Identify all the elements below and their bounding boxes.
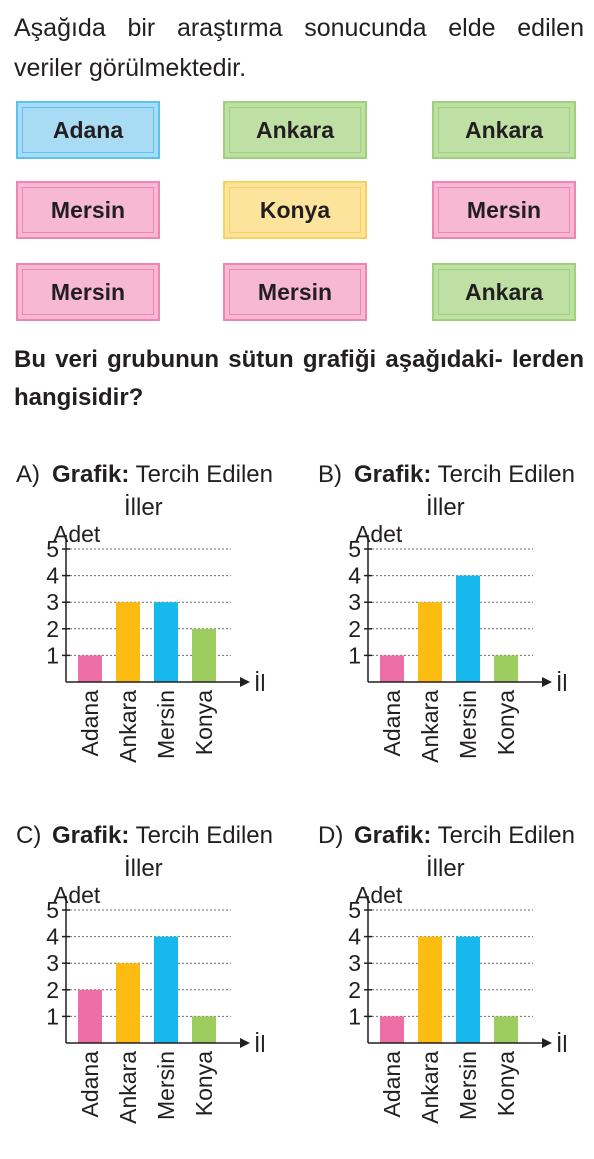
y-axis-label: Adet xyxy=(355,882,403,908)
title-line2: İller xyxy=(426,855,465,882)
y-tick-label: 4 xyxy=(348,923,361,950)
bar xyxy=(78,990,102,1043)
bar xyxy=(78,655,102,682)
category-label: Adana xyxy=(77,1051,103,1118)
y-tick-label: 5 xyxy=(46,536,59,562)
x-axis-arrow xyxy=(240,677,250,687)
city-card: Ankara xyxy=(223,101,367,159)
y-tick-label: 4 xyxy=(46,923,59,950)
bar xyxy=(192,629,216,682)
option-letter: D) xyxy=(318,822,344,849)
option-c[interactable] xyxy=(16,819,296,1159)
y-tick-label: 5 xyxy=(348,536,361,562)
question-text: Bu veri grubunun sütun grafiği aşağıdaki- lerden hangisidir? xyxy=(14,346,584,411)
category-label: Adana xyxy=(379,690,405,757)
option-title xyxy=(318,819,594,885)
title-line2: İller xyxy=(124,855,163,882)
x-axis-arrow xyxy=(240,1038,250,1048)
y-tick-label: 1 xyxy=(348,1003,361,1030)
y-axis-label: Adet xyxy=(53,882,101,908)
category-label: Konya xyxy=(191,1051,217,1117)
y-tick-label: 2 xyxy=(348,615,361,642)
option-title xyxy=(16,819,296,885)
bar xyxy=(192,1016,216,1043)
x-axis-label: İl xyxy=(556,670,568,696)
option-b[interactable] xyxy=(318,458,594,798)
bar xyxy=(116,602,140,682)
category-label: Ankara xyxy=(417,1051,443,1124)
y-tick-label: 5 xyxy=(348,897,361,923)
y-tick-label: 1 xyxy=(46,1003,59,1030)
category-label: Konya xyxy=(493,690,519,756)
category-label: Adana xyxy=(379,1051,405,1118)
y-tick-label: 2 xyxy=(46,615,59,642)
category-label: Mersin xyxy=(455,690,481,760)
y-tick-label: 3 xyxy=(348,589,361,616)
y-axis-label: Adet xyxy=(53,521,101,547)
category-label: Mersin xyxy=(153,1051,179,1121)
title-line2: İller xyxy=(124,494,163,521)
bar xyxy=(154,937,178,1043)
title-bold: Grafik: xyxy=(52,822,130,849)
x-axis-arrow xyxy=(542,1038,552,1048)
bar xyxy=(418,937,442,1043)
option-letter: C) xyxy=(16,822,42,849)
intro-text: Aşağıda bir araştırma sonucunda elde edilen veriler görülmektedir. xyxy=(14,14,584,82)
bar xyxy=(154,602,178,682)
city-card: Mersin xyxy=(432,181,576,239)
option-letter: A) xyxy=(16,461,40,488)
x-axis-label: İl xyxy=(254,1031,266,1057)
category-label: Ankara xyxy=(417,690,443,763)
bar xyxy=(380,1016,404,1043)
y-tick-label: 4 xyxy=(46,562,59,589)
city-card: Mersin xyxy=(223,263,367,321)
option-title xyxy=(318,458,594,524)
category-label: Konya xyxy=(493,1051,519,1117)
y-axis-label: Adet xyxy=(355,521,403,547)
bar xyxy=(116,963,140,1043)
y-tick-label: 2 xyxy=(348,976,361,1003)
option-a[interactable] xyxy=(16,458,296,798)
y-tick-label: 1 xyxy=(348,642,361,669)
bar xyxy=(418,602,442,682)
y-tick-label: 3 xyxy=(46,950,59,977)
y-tick-label: 5 xyxy=(46,897,59,923)
x-axis-arrow xyxy=(542,677,552,687)
bar xyxy=(494,1016,518,1043)
city-card: Konya xyxy=(223,181,367,239)
bar xyxy=(456,937,480,1043)
y-tick-label: 3 xyxy=(348,950,361,977)
title-bold: Grafik: xyxy=(354,822,432,849)
x-axis-label: İl xyxy=(556,1031,568,1057)
city-card: Mersin xyxy=(16,181,160,239)
y-tick-label: 4 xyxy=(348,562,361,589)
option-title xyxy=(16,458,296,524)
city-card: Adana xyxy=(16,101,160,159)
category-label: Mersin xyxy=(455,1051,481,1121)
category-label: Adana xyxy=(77,690,103,757)
category-label: Mersin xyxy=(153,690,179,760)
y-tick-label: 1 xyxy=(46,642,59,669)
title-text: Tercih Edilen xyxy=(437,461,575,488)
bar xyxy=(494,655,518,682)
y-tick-label: 3 xyxy=(46,589,59,616)
city-card: Ankara xyxy=(432,263,576,321)
option-d[interactable] xyxy=(318,819,594,1159)
bar xyxy=(456,576,480,682)
city-card: Mersin xyxy=(16,263,160,321)
category-label: Ankara xyxy=(115,1051,141,1124)
option-letter: B) xyxy=(318,461,342,488)
category-label: Ankara xyxy=(115,690,141,763)
title-text: Tercih Edilen xyxy=(437,822,575,849)
y-tick-label: 2 xyxy=(46,976,59,1003)
category-label: Konya xyxy=(191,690,217,756)
title-line2: İller xyxy=(426,494,465,521)
bar xyxy=(380,655,404,682)
title-bold: Grafik: xyxy=(354,461,432,488)
x-axis-label: İl xyxy=(254,670,266,696)
title-text: Tercih Edilen xyxy=(135,461,273,488)
title-text: Tercih Edilen xyxy=(135,822,273,849)
city-card: Ankara xyxy=(432,101,576,159)
title-bold: Grafik: xyxy=(52,461,130,488)
